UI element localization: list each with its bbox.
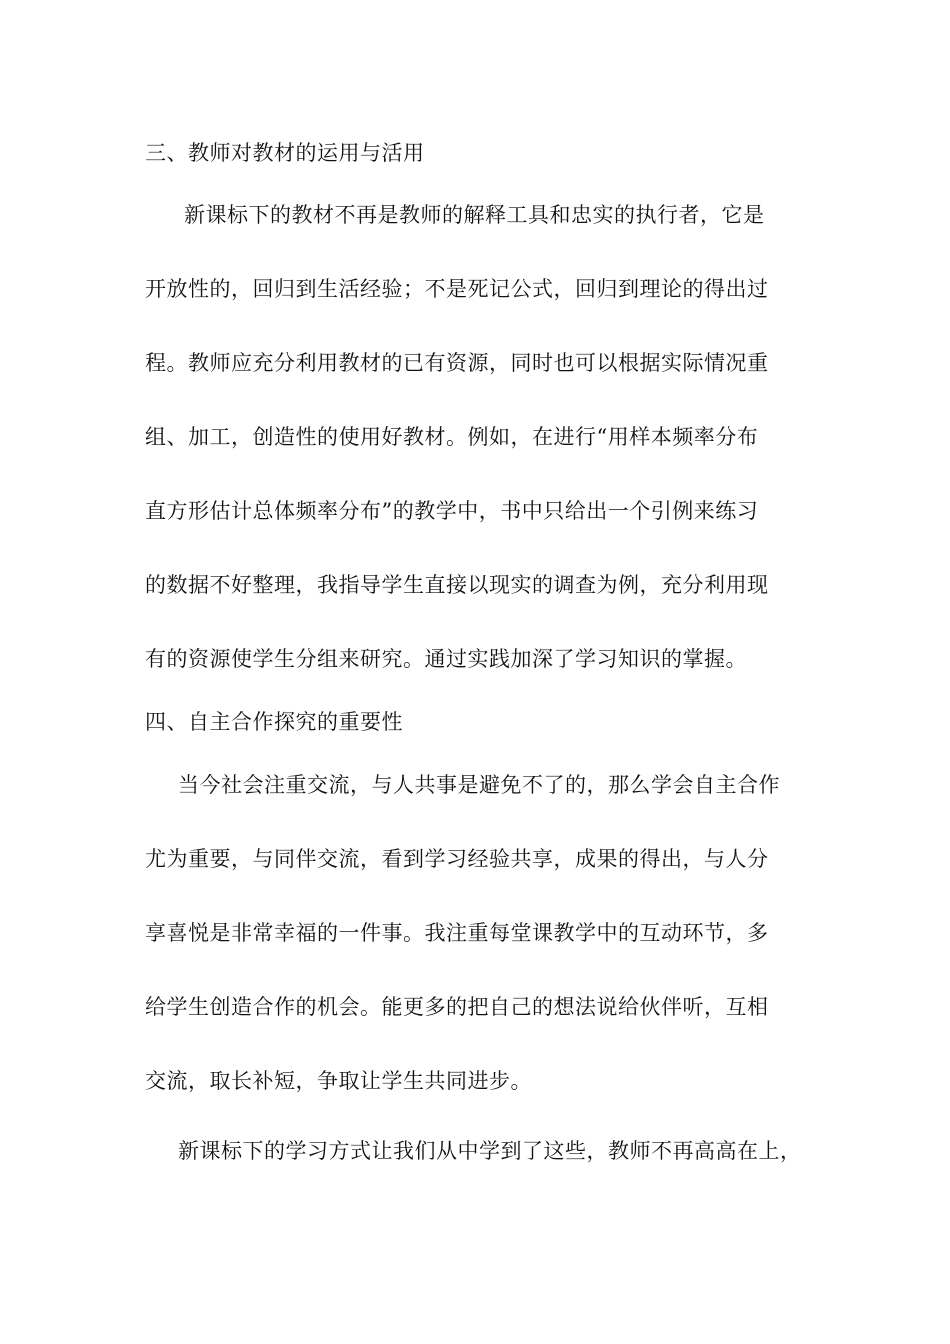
closing-paragraph-line-1: 新课标下的学习方式让我们从中学到了这些，教师不再高高在上，: [178, 1139, 802, 1163]
section-3-paragraph-line-5: 直方形估计总体频率分布”的教学中，书中只给出一个引例来练习: [145, 499, 759, 523]
section-4-paragraph-line-5: 交流，取长补短，争取让学生共同进步。: [145, 1069, 532, 1093]
section-3-heading: 三、教师对教材的运用与活用: [145, 141, 425, 165]
section-4-paragraph-line-2: 尤为重要，与同伴交流，看到学习经验共享，成果的得出，与人分: [145, 847, 769, 871]
section-3-paragraph-line-4: 组、加工，创造性的使用好教材。例如，在进行“用样本频率分布: [145, 425, 759, 449]
section-3-paragraph-line-6: 的数据不好整理，我指导学生直接以现实的调查为例，充分利用现: [145, 573, 769, 597]
section-4-heading: 四、自主合作探究的重要性: [145, 710, 403, 734]
section-3-paragraph-line-1: 新课标下的教材不再是教师的解释工具和忠实的执行者，它是: [184, 203, 765, 227]
section-4-paragraph-line-4: 给学生创造合作的机会。能更多的把自己的想法说给伙伴听，互相: [145, 995, 769, 1019]
section-3-paragraph-line-2: 开放性的，回归到生活经验；不是死记公式，回归到理论的得出过: [145, 277, 769, 301]
section-3-paragraph-line-7: 有的资源使学生分组来研究。通过实践加深了学习知识的掌握。: [145, 647, 747, 671]
section-3-paragraph-line-3: 程。教师应充分利用教材的已有资源，同时也可以根据实际情况重: [145, 351, 769, 375]
section-4-paragraph-line-1: 当今社会注重交流，与人共事是避免不了的，那么学会自主合作: [178, 773, 780, 797]
section-4-paragraph-line-3: 享喜悦是非常幸福的一件事。我注重每堂课教学中的互动环节，多: [145, 921, 769, 945]
